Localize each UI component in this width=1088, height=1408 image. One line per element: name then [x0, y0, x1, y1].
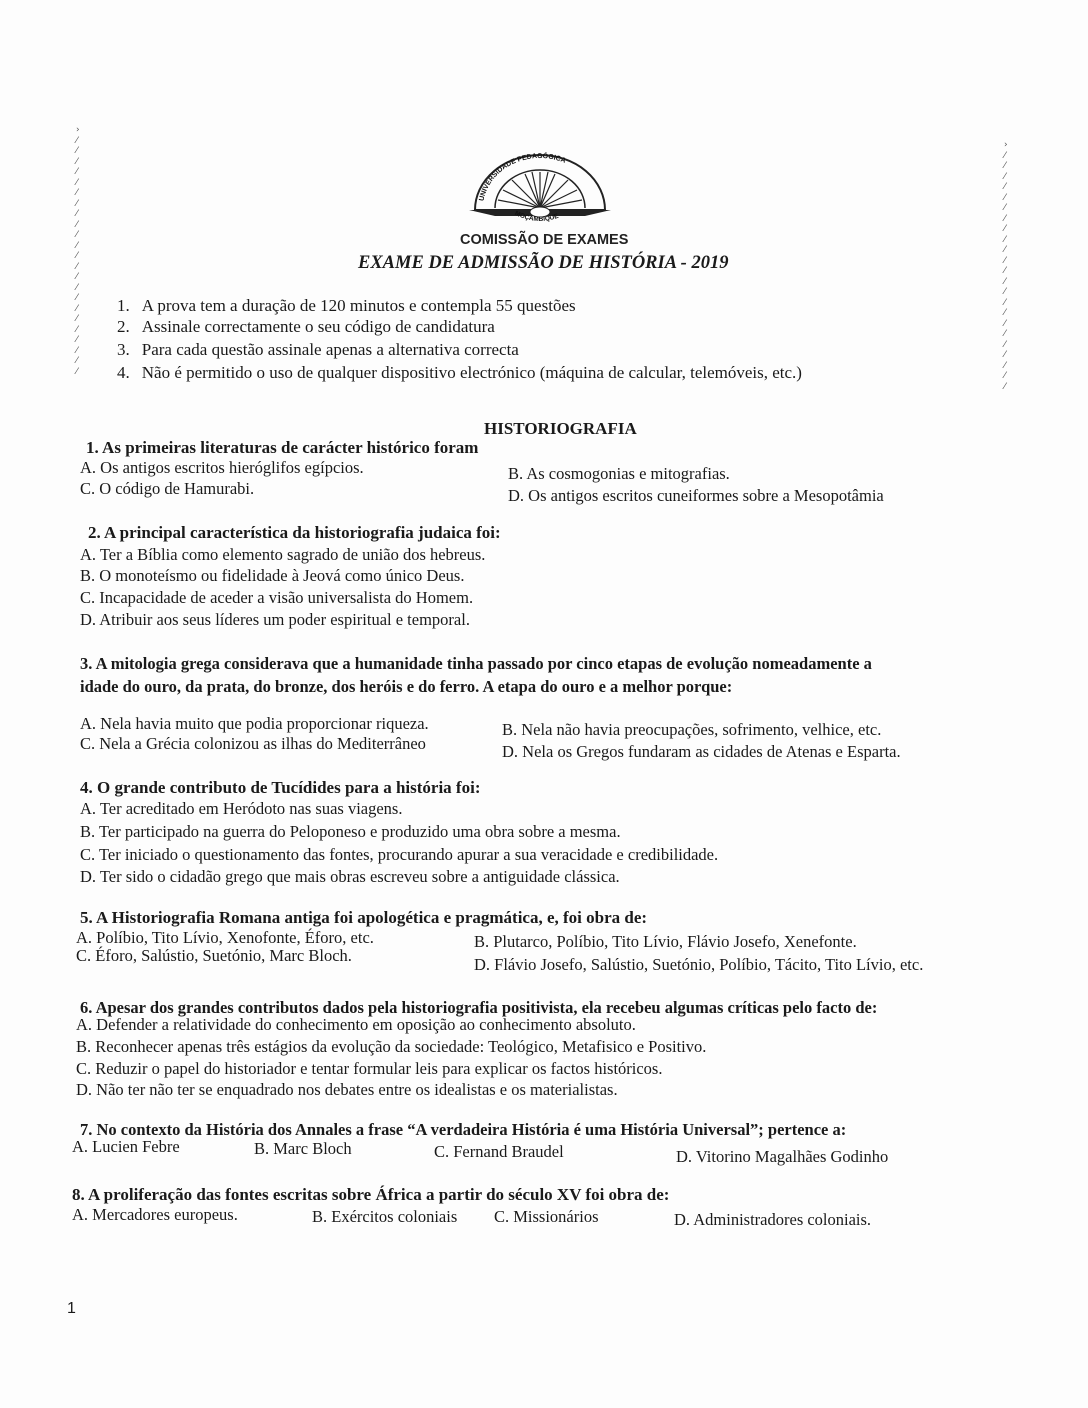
instruction-item: [117, 363, 802, 383]
instruction-text: Assinale correctamente o seu código de candidatura: [141, 317, 495, 336]
question-5: 5. A Historiografia Romana antiga foi apologética e pragmática, e, foi obra de:: [80, 908, 648, 927]
q1-option-b[interactable]: B. As cosmogonias e mitografias.: [508, 464, 730, 483]
instruction-number: 3.: [117, 340, 130, 359]
q4-option-d[interactable]: D. Ter sido o cidadão grego que mais obras escreveu sobre a antiguidade clássica.: [80, 867, 620, 886]
q4-option-b[interactable]: B. Ter participado na guerra do Peloponeso e produzido uma obra sobre a mesma.: [80, 822, 621, 841]
q7-option-b[interactable]: B. Marc Bloch: [254, 1139, 352, 1158]
instruction-text: A prova tem a duração de 120 minutos e contempla 55 questões: [141, 296, 576, 315]
question-4: 4. O grande contributo de Tucídides para a história foi:: [80, 778, 481, 797]
instruction-number: 2.: [117, 317, 130, 336]
instruction-text: Para cada questão assinale apenas a alternativa correcta: [141, 340, 519, 359]
instruction-number: 4.: [117, 363, 130, 382]
q8-option-c[interactable]: C. Missionários: [494, 1207, 599, 1226]
svg-text:MOÇAMBIQUE: MOÇAMBIQUE: [513, 209, 560, 224]
q2-option-b[interactable]: B. O monoteísmo ou fidelidade à Jeová como único Deus.: [80, 566, 465, 585]
q2-option-c[interactable]: C. Incapacidade de aceder a visão universalista do Homem.: [80, 588, 474, 607]
page-number: 1: [67, 1300, 76, 1317]
q5-option-b[interactable]: B. Plutarco, Políbio, Tito Lívio, Flávio Josefo, Xenefonte.: [474, 932, 857, 951]
university-logo: [465, 150, 615, 230]
q8-option-b[interactable]: B. Exércitos coloniais: [312, 1207, 458, 1226]
q3-option-b[interactable]: B. Nela não havia preocupações, sofrimento, velhice, etc.: [502, 720, 882, 739]
commission-heading: COMISSÃO DE EXAMES: [460, 232, 629, 248]
logo-emblem-icon: [465, 150, 615, 230]
q2-option-a[interactable]: A. Ter a Bíblia como elemento sagrado de união dos hebreus.: [80, 545, 486, 564]
question-7: 7. No contexto da História dos Annales a frase “A verdadeira História é uma História Universal”; pertence a:: [80, 1120, 847, 1139]
q6-option-a[interactable]: A. Defender a relatividade do conhecimento em oposição ao conhecimento absoluto.: [76, 1015, 636, 1034]
q8-option-d[interactable]: D. Administradores coloniais.: [674, 1210, 872, 1229]
q3-option-d[interactable]: D. Nela os Gregos fundaram as cidades de Atenas e Esparta.: [502, 742, 901, 761]
q4-option-c[interactable]: C. Ter iniciado o questionamento das fontes, procurando apurar a sua veracidade e credibilidade.: [80, 845, 719, 864]
q7-option-c[interactable]: C. Fernand Braudel: [434, 1142, 564, 1161]
q8-option-a[interactable]: A. Mercadores europeus.: [72, 1205, 238, 1224]
svg-text:UNIVERSIDADE PEDAGÓGICA: UNIVERSIDADE PEDAGÓGICA: [478, 152, 567, 202]
instruction-text: Não é permitido o uso de qualquer dispositivo electrónico (máquina de calcular, telemóveis, etc.): [141, 363, 802, 382]
question-1: 1. As primeiras literaturas de carácter histórico foram: [86, 438, 479, 457]
instruction-item: [117, 296, 576, 316]
instruction-item: [117, 340, 519, 360]
q6-option-d[interactable]: D. Não ter não ter se enquadrado nos debates entre os idealistas e os materialistas.: [76, 1080, 618, 1099]
instruction-item: [117, 317, 495, 337]
q5-option-c[interactable]: C. Éforo, Salústio, Suetónio, Marc Bloch.: [76, 946, 352, 965]
q6-option-c[interactable]: C. Reduzir o papel do historiador e tentar formular leis para explicar os factos históricos.: [76, 1059, 663, 1078]
question-6: 6. Apesar dos grandes contributos dados pela historiografia positivista, ela recebeu algumas críticas pelo facto de:: [80, 998, 878, 1017]
left-margin-marks: › ⁄ ⁄ ⁄ ⁄ ⁄ ⁄ ⁄ ⁄ ⁄ ⁄ ⁄ ⁄ ⁄ ⁄ ⁄ ⁄ ⁄ ⁄ ⁄ ⁄ ⁄ ⁄ ⁄: [76, 125, 80, 377]
instruction-number: 1.: [117, 296, 130, 315]
q2-option-d[interactable]: D. Atribuir aos seus líderes um poder espiritual e temporal.: [80, 610, 470, 629]
exam-title: EXAME DE ADMISSÃO DE HISTÓRIA - 2019: [358, 253, 729, 273]
right-margin-marks: › ⁄ ⁄ ⁄ ⁄ ⁄ ⁄ ⁄ ⁄ ⁄ ⁄ ⁄ ⁄ ⁄ ⁄ ⁄ ⁄ ⁄ ⁄ ⁄ ⁄ ⁄ ⁄ ⁄: [1004, 140, 1008, 392]
section-title: HISTORIOGRAFIA: [484, 419, 637, 438]
q7-option-a[interactable]: A. Lucien Febre: [72, 1137, 180, 1156]
q3-option-a[interactable]: A. Nela havia muito que podia proporcionar riqueza.: [80, 714, 429, 733]
q1-option-c[interactable]: C. O código de Hamurabi.: [80, 479, 255, 498]
q6-option-b[interactable]: B. Reconhecer apenas três estágios da evolução da sociedade: Teológico, Metafisico e Positivo.: [76, 1037, 707, 1056]
question-2: 2. A principal característica da historiografia judaica foi:: [88, 523, 501, 542]
q7-option-d[interactable]: D. Vitorino Magalhães Godinho: [676, 1147, 889, 1166]
q5-option-d[interactable]: D. Flávio Josefo, Salústio, Suetónio, Políbio, Tácito, Tito Lívio, etc.: [474, 955, 924, 974]
q5-option-a[interactable]: A. Políbio, Tito Lívio, Xenofonte, Éforo, etc.: [76, 928, 374, 947]
question-3: 3. A mitologia grega considerava que a humanidade tinha passado por cinco etapas de evolução nomeadamente a: [80, 654, 872, 673]
q1-option-a[interactable]: A. Os antigos escritos hieróglifos egípcios.: [80, 458, 364, 477]
question-8: 8. A proliferação das fontes escritas sobre África a partir do século XV foi obra de:: [72, 1185, 670, 1204]
q3-option-c[interactable]: C. Nela a Grécia colonizou as ilhas do Mediterrâneo: [80, 734, 426, 753]
q1-option-d[interactable]: D. Os antigos escritos cuneiformes sobre a Mesopotâmia: [508, 486, 884, 505]
question-3-continued: idade do ouro, da prata, do bronze, dos heróis e do ferro. A etapa do ouro e a melhor porque:: [80, 677, 733, 696]
q4-option-a[interactable]: A. Ter acreditado em Heródoto nas suas viagens.: [80, 799, 403, 818]
